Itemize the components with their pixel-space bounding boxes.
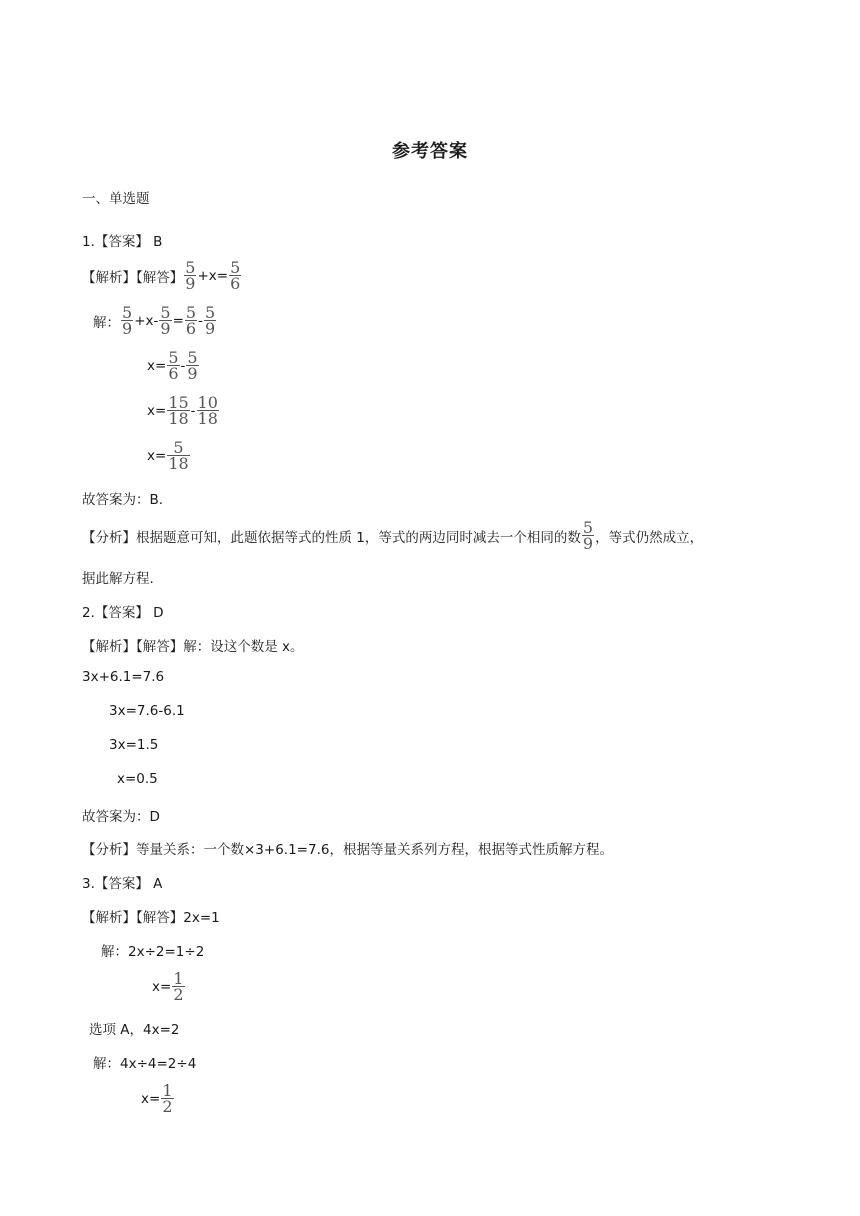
q1-step-4: [147, 440, 191, 471]
q1-analysis-note-cont: 据此解方程.: [82, 571, 154, 587]
equation-text: =: [172, 312, 184, 329]
fraction: $\frac{5}{6}$: [230, 258, 241, 293]
equation-text: -: [190, 402, 196, 419]
fraction: $\frac{1}{2}$: [173, 969, 184, 1004]
equation-text: x=: [147, 402, 167, 419]
fraction: $\frac{5}{18}$: [168, 438, 189, 473]
analysis-text: 【分析】根据题意可知，此题依据等式的性质 1，等式的两边同时减去一个相同的数: [82, 529, 581, 546]
page-title: 参考答案: [392, 141, 468, 162]
q1-analysis: [82, 260, 242, 291]
q1-answer: 1.【答案】 B: [82, 234, 163, 250]
q3-step-4: [141, 1083, 175, 1114]
fraction: $\frac{5}{9}$: [185, 258, 196, 293]
q2-step-1: 3x+6.1=7.6: [82, 669, 165, 685]
fraction: $\frac{5}{9}$: [582, 518, 594, 553]
fraction: $\frac{10}{18}$: [197, 393, 218, 428]
equation-text: x=: [141, 1090, 161, 1107]
q2-step-2: 3x=7.6-6.1: [109, 703, 185, 719]
fraction: $\frac{15}{18}$: [168, 393, 189, 428]
equation-text: x=: [147, 447, 167, 464]
equation-text: -: [180, 357, 186, 374]
q1-step-2: [147, 350, 200, 381]
fraction: $\frac{5}{9}$: [122, 303, 133, 338]
fraction: $\frac{5}{9}$: [160, 303, 171, 338]
q1-conclusion: 故答案为：B.: [82, 492, 164, 508]
analysis-label: 【解析】【解答】: [82, 269, 184, 286]
q2-analysis-note: 【分析】等量关系：一个数×3+6.1=7.6，根据等量关系列方程，根据等式性质解方程。: [82, 842, 613, 858]
q2-step-3: 3x=1.5: [109, 737, 159, 753]
q2-conclusion: 故答案为：D: [82, 809, 160, 825]
solve-label: 解：: [93, 314, 120, 331]
q3-option-a: 选项 A，4x=2: [89, 1022, 180, 1038]
q2-step-4: x=0.5: [117, 771, 158, 787]
equation-text: -: [198, 312, 203, 329]
q3-step-3: 解：4x÷4=2÷4: [93, 1056, 197, 1072]
q3-step-1: 解：2x÷2=1÷2: [101, 944, 205, 960]
q3-analysis: 【解析】【解答】2x=1: [82, 910, 220, 926]
q3-answer: 3.【答案】 A: [82, 876, 163, 892]
fraction: $\frac{1}{2}$: [162, 1081, 173, 1116]
fraction: $\frac{5}{6}$: [168, 348, 179, 383]
q2-analysis: 【解析】【解答】解：设这个数是 x。: [82, 639, 304, 655]
fraction: $\frac{5}{6}$: [185, 303, 197, 338]
q1-step-3: [147, 395, 220, 426]
q2-answer: 2.【答案】 D: [82, 605, 164, 621]
equation-text: x=: [147, 357, 167, 374]
fraction: $\frac{5}{9}$: [187, 348, 198, 383]
q1-step-1: [93, 305, 217, 336]
section-heading: 一、单选题: [82, 191, 150, 207]
fraction: $\frac{5}{9}$: [204, 303, 216, 338]
equation-text: +x=: [197, 267, 229, 284]
analysis-text: ，等式仍然成立，: [595, 529, 704, 546]
q1-analysis-note: [82, 520, 703, 551]
equation-text: x=: [152, 978, 172, 995]
q3-step-2: [152, 971, 186, 1002]
equation-text: +x-: [134, 312, 159, 329]
